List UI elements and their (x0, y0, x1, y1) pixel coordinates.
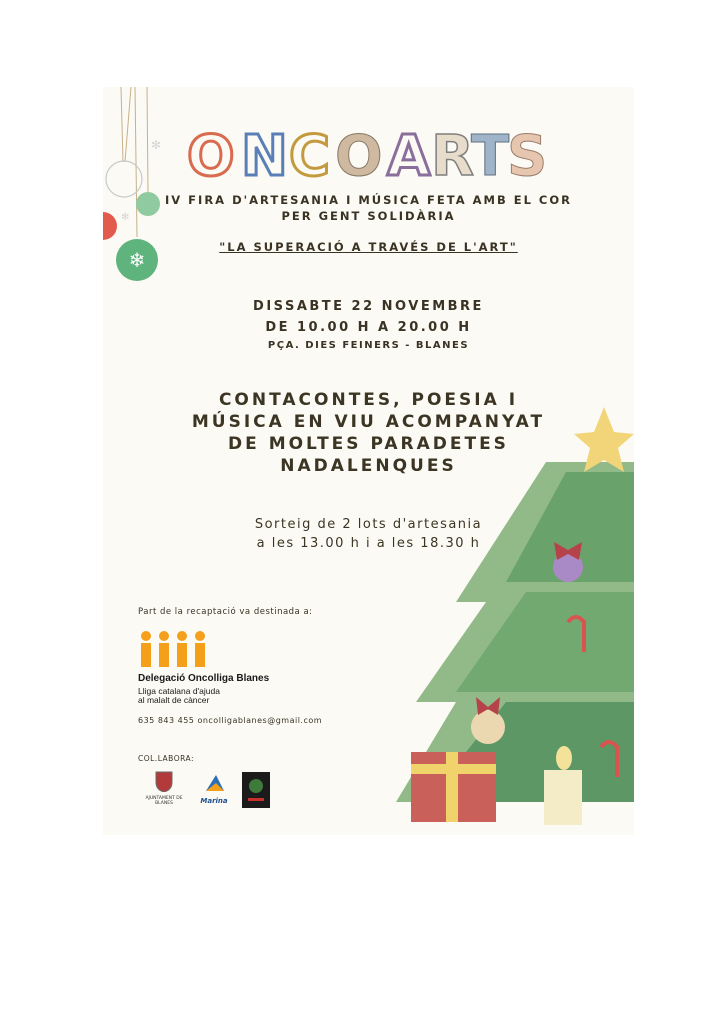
sail-icon (202, 773, 226, 793)
motto: "LA SUPERACIÓ A TRAVÉS DE L'ART" (219, 240, 518, 254)
christmas-tree-illustration (396, 402, 634, 835)
sponsor-logo2-text: Marina (200, 797, 228, 805)
activities-line4: NADALENQUES (280, 456, 457, 476)
sponsor-logo-marina (199, 773, 229, 807)
title-letter-o: O (187, 124, 235, 183)
org-desc-line2: al malalt de càncer (138, 695, 210, 705)
title-letter-o2: O (335, 124, 383, 183)
title-letter-c: C (289, 124, 331, 183)
activities-line2: MÚSICA EN VIU ACOMPANYAT (191, 412, 546, 432)
activities-line1: CONTACONTES, POESIA I (218, 390, 519, 410)
svg-text:✻: ✻ (121, 212, 130, 223)
title-letter-n: N (241, 124, 288, 183)
raffle-line2: a les 13.00 h i a les 18.30 h (256, 536, 481, 551)
org-name: Delegació Oncolliga Blanes (138, 673, 270, 684)
title-letter-r: R (431, 124, 475, 183)
coat-of-arms-icon (154, 770, 174, 792)
title-letter-a: A (387, 124, 431, 183)
subtitle-line2: PER GENT SOLIDÀRIA (281, 209, 456, 223)
title-letter-t: T (471, 124, 510, 183)
sponsor-logo-dark (242, 772, 270, 808)
title-letter-s: S (507, 124, 547, 183)
donation-intro: Part de la recaptació va destinada a: (138, 607, 313, 617)
ornaments-decoration (103, 87, 173, 287)
sponsors-label: COL.LABORA: (138, 754, 195, 763)
title-letters (187, 121, 547, 183)
oncolliga-logo-icon (138, 629, 208, 669)
svg-text:✻: ✻ (151, 138, 162, 152)
svg-text:❄: ❄ (128, 248, 146, 272)
title-logo (187, 121, 547, 183)
org-desc-line1: Lliga catalana d'ajuda (138, 686, 220, 696)
raffle-line1: Sorteig de 2 lots d'artesania (254, 517, 483, 532)
event-place: PÇA. DIES FEINERS - BLANES (267, 340, 470, 351)
event-time: DE 10.00 H A 20.00 H (265, 320, 472, 335)
contact-info: 635 843 455 oncolligablanes@gmail.com (138, 716, 323, 725)
event-date: DISSABTE 22 NOVEMBRE (253, 299, 484, 314)
subtitle-line1: IV FIRA D'ARTESANIA I MÚSICA FETA AMB EL COR (165, 193, 572, 207)
sponsor-logo1-text: AJUNTAMENT DE BLANES (145, 796, 183, 806)
emblem-icon (242, 772, 270, 808)
sponsor-logo-ajuntament (145, 770, 183, 808)
activities-line3: DE MOLTES PARADETES (228, 434, 509, 454)
poster (103, 87, 634, 835)
